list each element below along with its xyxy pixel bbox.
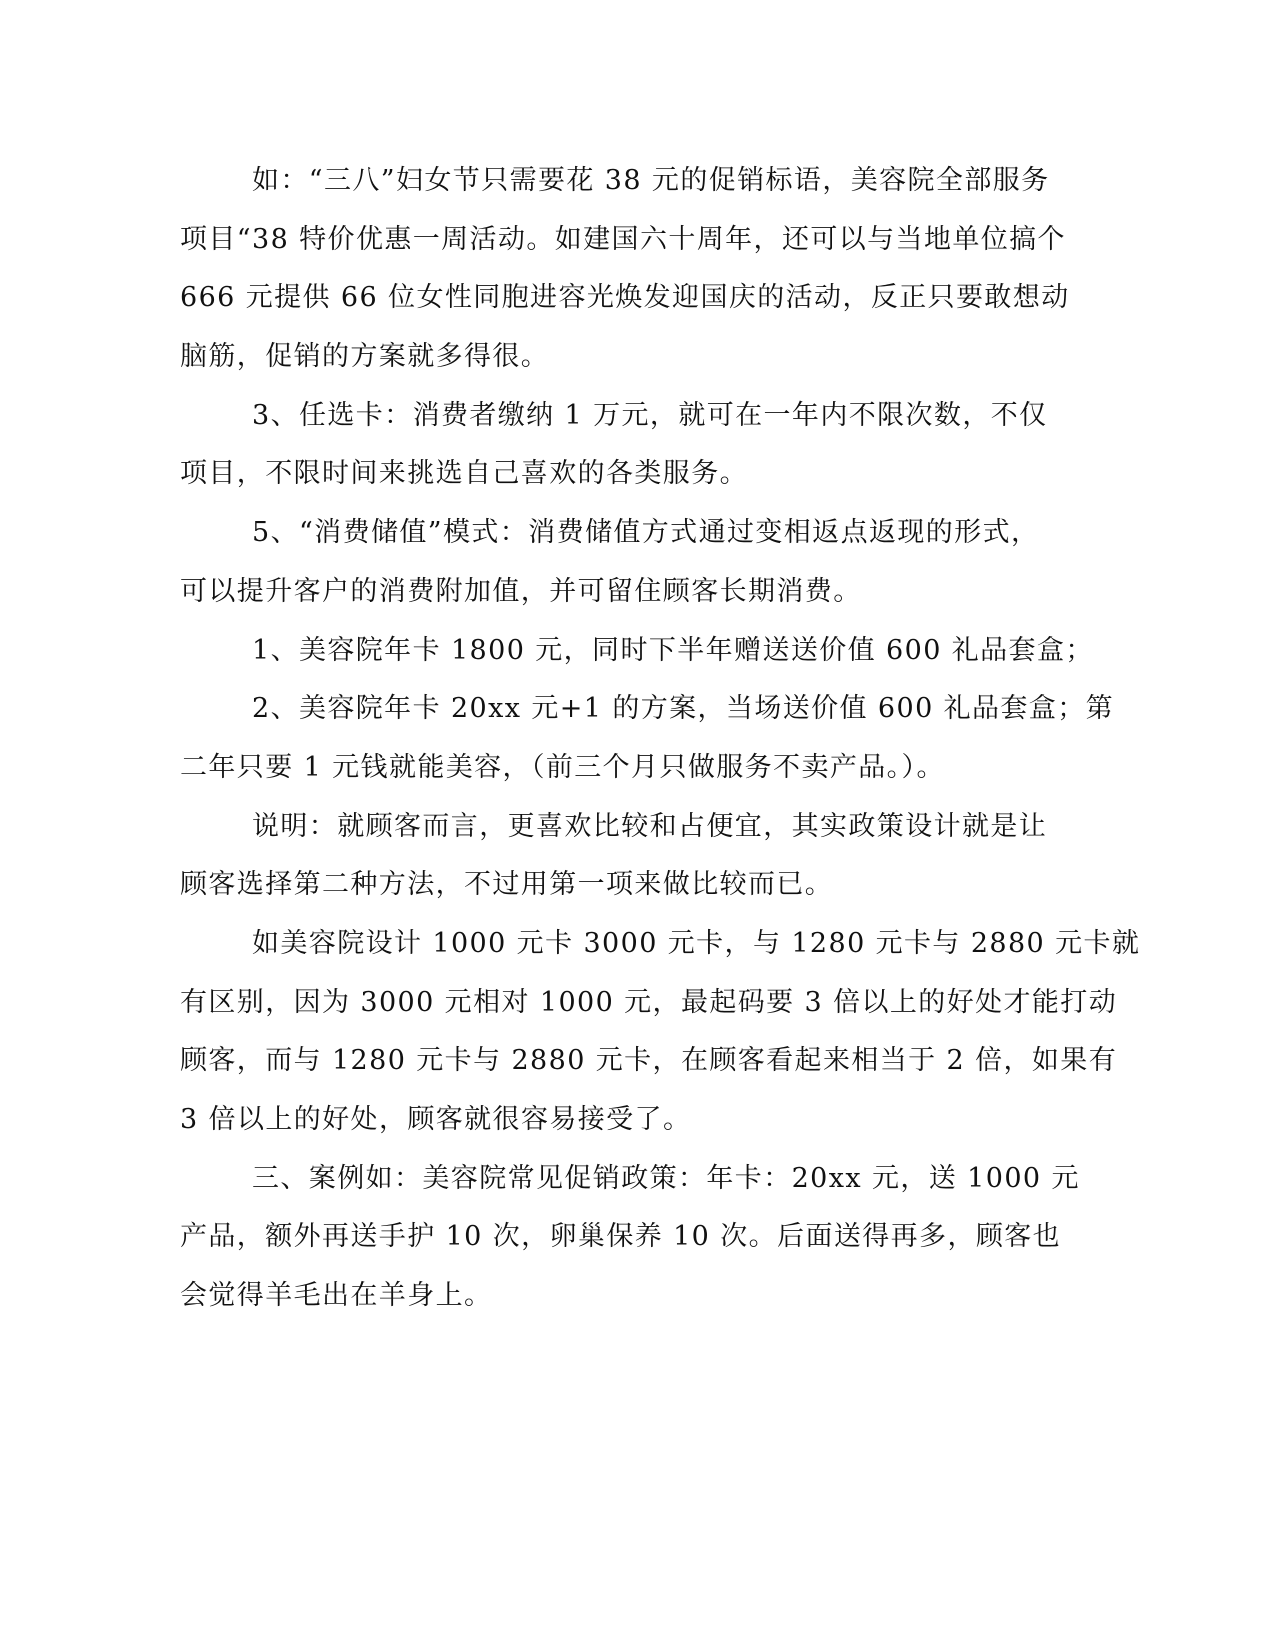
text-line: 脑筋，促销的方案就多得很。 bbox=[180, 341, 550, 373]
text-line: 如美容院设计 1000 元卡 3000 元卡，与 1280 元卡与 2880 元卡就 bbox=[252, 927, 1141, 959]
text-line: 项目，不限时间来挑选自己喜欢的各类服务。 bbox=[180, 458, 748, 490]
text-line: 说明：就顾客而言，更喜欢比较和占便宜，其实政策设计就是让 bbox=[252, 810, 1048, 842]
text-line: 三、案例如：美容院常见促销政策：年卡：20xx 元，送 1000 元 bbox=[252, 1162, 1080, 1194]
text-line: 有区别，因为 3000 元相对 1000 元，最起码要 3 倍以上的好处才能打动 bbox=[180, 986, 1118, 1018]
text-line: 3、任选卡：消费者缴纳 1 万元，就可在一年内不限次数，不仅 bbox=[252, 399, 1048, 431]
text-line: 如：“三八”妇女节只需要花 38 元的促销标语，美容院全部服务 bbox=[252, 165, 1050, 196]
text-line: 二年只要 1 元钱就能美容，（前三个月只做服务不卖产品。）。 bbox=[180, 751, 945, 783]
text-line: 5、“消费储值”模式：消费储值方式通过变相返点返现的形式， bbox=[252, 517, 1040, 549]
text-line: 顾客，而与 1280 元卡与 2880 元卡，在顾客看起来相当于 2 倍，如果有 bbox=[180, 1045, 1118, 1077]
text-line: 会觉得羊毛出在羊身上。 bbox=[180, 1280, 493, 1312]
text-line: 顾客选择第二种方法，不过用第一项来做比较而已。 bbox=[180, 869, 834, 901]
text-line: 2、美容院年卡 20xx 元+1 的方案，当场送价值 600 礼品套盒；第 bbox=[252, 693, 1115, 725]
text-line: 项目“38 特价优惠一周活动。如建国六十周年，还可以与当地单位搞个 bbox=[180, 223, 1066, 255]
text-line: 666 元提供 66 位女性同胞进容光焕发迎国庆的活动，反正只要敢想动 bbox=[180, 282, 1070, 314]
text-line: 产品，额外再送手护 10 次，卵巢保养 10 次。后面送得再多，顾客也 bbox=[180, 1221, 1062, 1253]
text-line: 1、美容院年卡 1800 元，同时下半年赠送送价值 600 礼品套盒； bbox=[252, 634, 1094, 666]
document-body bbox=[180, 152, 1141, 1326]
text-line: 3 倍以上的好处，顾客就很容易接受了。 bbox=[180, 1104, 692, 1135]
text-line: 可以提升客户的消费附加值，并可留住顾客长期消费。 bbox=[180, 575, 862, 607]
